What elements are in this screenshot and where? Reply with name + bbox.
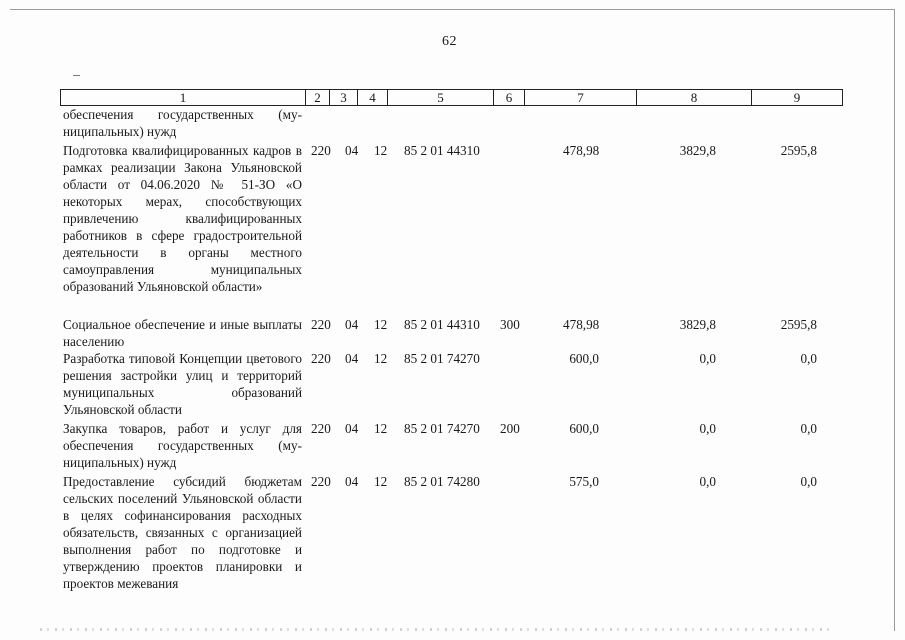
cell-col-8: 3829,8: [679, 143, 716, 158]
cell-col-7: 478,98: [563, 317, 600, 332]
cell-col-2: 220: [311, 351, 331, 366]
cell-col-3: 04: [345, 317, 359, 332]
cell-col-5: 85 2 01 74270: [404, 351, 480, 366]
header-col-1: 1: [61, 90, 306, 105]
cell-col-6: 200: [500, 421, 520, 436]
row-name: Подготовка квалифицированных кадров в рамках реализации Закона Ульяновской области от 04.06.2020 № 51-ЗО «О некоторых мерах, способствующих привлечению квалифицированных работников в сфере градостроительной деятельности в органы местного самоуправления муниципальных образований Ульяновской области»: [63, 143, 302, 294]
cell-col-5: 85 2 01 44310: [404, 317, 480, 332]
row-name: обеспечения государственных (муниципальных) нужд: [63, 107, 302, 139]
cell-col-7: 600,0: [569, 351, 599, 366]
cell-col-8: 0,0: [699, 474, 716, 489]
cell-col-4: 12: [374, 351, 388, 366]
scan-border-top: [10, 9, 895, 10]
cell-col-5: 85 2 01 74270: [404, 421, 480, 436]
cell-col-9: 0,0: [800, 474, 817, 489]
row-name: Разработка типовой Концепции цветового решения застройки улиц и территорий муниципальных образований Ульяновской области: [63, 351, 302, 417]
header-col-4: 4: [358, 90, 388, 105]
header-col-8: 8: [637, 90, 752, 105]
header-col-9: 9: [793, 90, 801, 105]
page-number: 62: [442, 34, 457, 49]
cell-col-4: 12: [374, 317, 388, 332]
cell-col-3: 04: [345, 421, 359, 436]
margin-tick: [73, 75, 80, 76]
cell-col-7: 575,0: [569, 474, 599, 489]
cell-col-5: 85 2 01 74280: [404, 474, 480, 489]
cell-col-5: 85 2 01 44310: [404, 143, 480, 158]
cell-col-7: 478,98: [563, 143, 600, 158]
cell-col-2: 220: [311, 474, 331, 489]
header-col-2: 2: [306, 90, 330, 105]
scan-border-right: [894, 9, 895, 631]
cell-col-8: 0,0: [699, 351, 716, 366]
cell-col-4: 12: [374, 474, 388, 489]
cell-col-9: 2595,8: [780, 317, 817, 332]
header-col-6: 6: [494, 90, 525, 105]
header-col-3: 3: [330, 90, 358, 105]
cell-col-6: 300: [500, 317, 520, 332]
cell-col-7: 600,0: [569, 421, 599, 436]
cell-col-2: 220: [311, 421, 331, 436]
cell-col-8: 0,0: [699, 421, 716, 436]
scan-noise-bottom: [40, 628, 830, 631]
cell-col-9: 0,0: [800, 351, 817, 366]
table-header: [60, 89, 843, 106]
cell-col-2: 220: [311, 317, 331, 332]
header-col-7: 7: [525, 90, 637, 105]
cell-col-9: 0,0: [800, 421, 817, 436]
row-name: Предоставление субсидий бюджетам сельских поселений Ульяновской области в целях софинансирования расходных обязательств, связанных с организацией выполнения работ по подготовке и утверждению проектов планировки и проектов межевания: [63, 474, 302, 591]
cell-col-3: 04: [345, 143, 359, 158]
row-name: Закупка товаров, работ и услуг для обеспечения государственных (муниципальных) нужд: [63, 421, 302, 470]
cell-col-8: 3829,8: [679, 317, 716, 332]
cell-col-4: 12: [374, 143, 388, 158]
cell-col-2: 220: [311, 143, 331, 158]
row-name: Социальное обеспечение и иные выплаты населению: [63, 317, 302, 349]
header-col-5: 5: [388, 90, 494, 105]
cell-col-3: 04: [345, 474, 359, 489]
cell-col-9: 2595,8: [780, 143, 817, 158]
cell-col-4: 12: [374, 421, 388, 436]
cell-col-3: 04: [345, 351, 359, 366]
